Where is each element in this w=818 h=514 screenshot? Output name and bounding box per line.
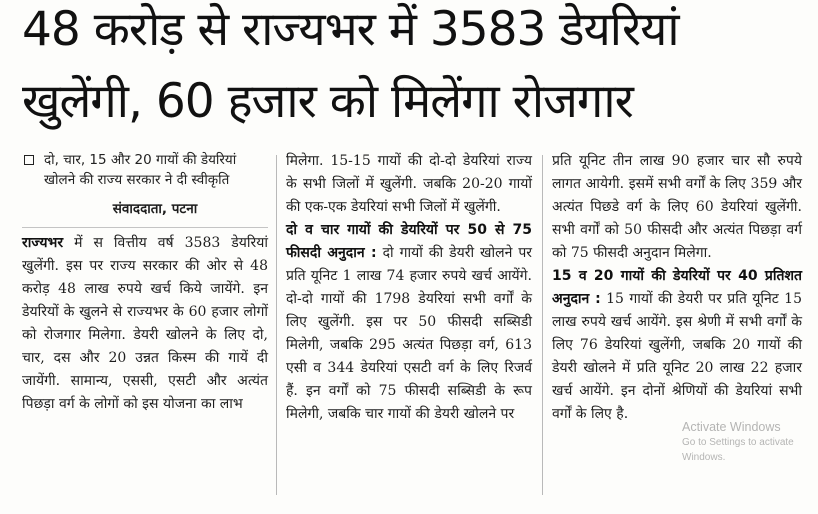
- headline-line-2: खुलेंगी, 60 हजार को मिलेंगा रोजगार: [22, 74, 633, 129]
- article-column-2: [286, 150, 532, 426]
- column-1-text: में स वित्तीय वर्ष 3583 डेयरियां खुलेंगी. इस पर राज्य सरकार की ओर से 48 करोड़ 48 लाख रुपये खर्च किये जायेंगे. इन डेयरियों के खुलने से राज्यभर के 60 हजार लोगों को रोजगार मिलेगा. डेयरी खोलने के लिए दो, चार, दस और 20 उन्नत किस्म की गायें दी जायेंगी. सामान्य, एससी, एसटी और अत्यंत पिछड़ा वर्ग के लोगों को इस योजना का लाभ: [22, 235, 268, 412]
- summary-box: [22, 150, 268, 190]
- lead-word: राज्यभर: [22, 235, 64, 251]
- column-2-subhead: दो व चार गायों की डेयरियों पर 50 से 75 फीसदी अनुदान :: [286, 222, 532, 261]
- square-bullet-icon: [24, 155, 34, 165]
- watermark-subtitle: Go to Settings to activate Windows.: [682, 437, 794, 463]
- column-divider-1: [276, 155, 277, 495]
- column-divider-2: [542, 155, 543, 495]
- column-3-paragraph-2: [552, 265, 802, 426]
- activate-windows-watermark: [682, 420, 818, 465]
- watermark-title: Activate Windows: [682, 420, 781, 434]
- column-1-paragraph: [22, 232, 268, 416]
- column-2-paragraph-2: [286, 219, 532, 426]
- article-column-1: [22, 150, 268, 416]
- article-column-3: [552, 150, 802, 426]
- column-3-paragraph-1: प्रति यूनिट तीन लाख 90 हजार चार सौ रुपये लागत आयेगी. इसमें सभी वर्गों के लिए 359 और अत्यंत पिछडे वर्ग के लिए 60 डेयरियां खुलेंगी. सभी वर्गों को 50 फीसदी और अत्यंत पिछड़ा वर्ग को 75 फीसदी अनुदान मिलेगा.: [552, 153, 802, 261]
- byline: संवाददाता, पटना: [112, 201, 198, 217]
- column-3-subhead: 15 व 20 गायों की डेयरियों पर 40 प्रतिशत अनुदान :: [552, 268, 802, 307]
- column-3-text: 15 गायों की डेयरी पर प्रति यूनिट 15 लाख रुपये खर्च आयेंगे. इस श्रेणी में सभी वर्गों के लिए 76 डेयरियां खुलेंगी, जबकि 20 गायों की डेयरी खोलने में प्रति यूनिट 20 लाख 22 हजार खर्च आयेंगे. इन दोनों श्रेणियों की डेयरियां सभी वर्गों के लिए है.: [552, 291, 802, 422]
- column-2-paragraph-1: मिलेगा. 15-15 गायों की दो-दो डेयरियां राज्य के सभी जिलों में खुलेंगी. जबकि 20-20 गायों की एक-एक डेयरियां सभी जिलों में खुलेंगी.: [286, 153, 532, 215]
- headline-line-1: 48 करोड़ से राज्यभर में 3583 डेयरियां: [22, 2, 679, 57]
- summary-text: दो, चार, 15 और 20 गायों की डेयरियां खोलने की राज्य सरकार ने दी स्वीकृति: [44, 152, 237, 188]
- column-2-text: दो गायों की डेयरी खोलने पर प्रति यूनिट 1 लाख 74 हजार रुपये खर्च आयेंगे. दो-दो गायों की 1798 डेयरियां सभी वर्गों के लिए खुलेंगी. इस पर 50 फीसदी सब्सिडी मिलेगी, जबकि 295 अत्यंत पिछड़ा वर्ग, 613 एसी व 344 डेयरियां एसटी वर्ग के लिए रिजर्व हैं. इन वर्गों को 75 फीसदी सब्सिडी के रूप मिलेगी, जबकि चार गायों की डेयरी खोलने पर: [286, 245, 533, 422]
- byline-rule: [22, 227, 268, 228]
